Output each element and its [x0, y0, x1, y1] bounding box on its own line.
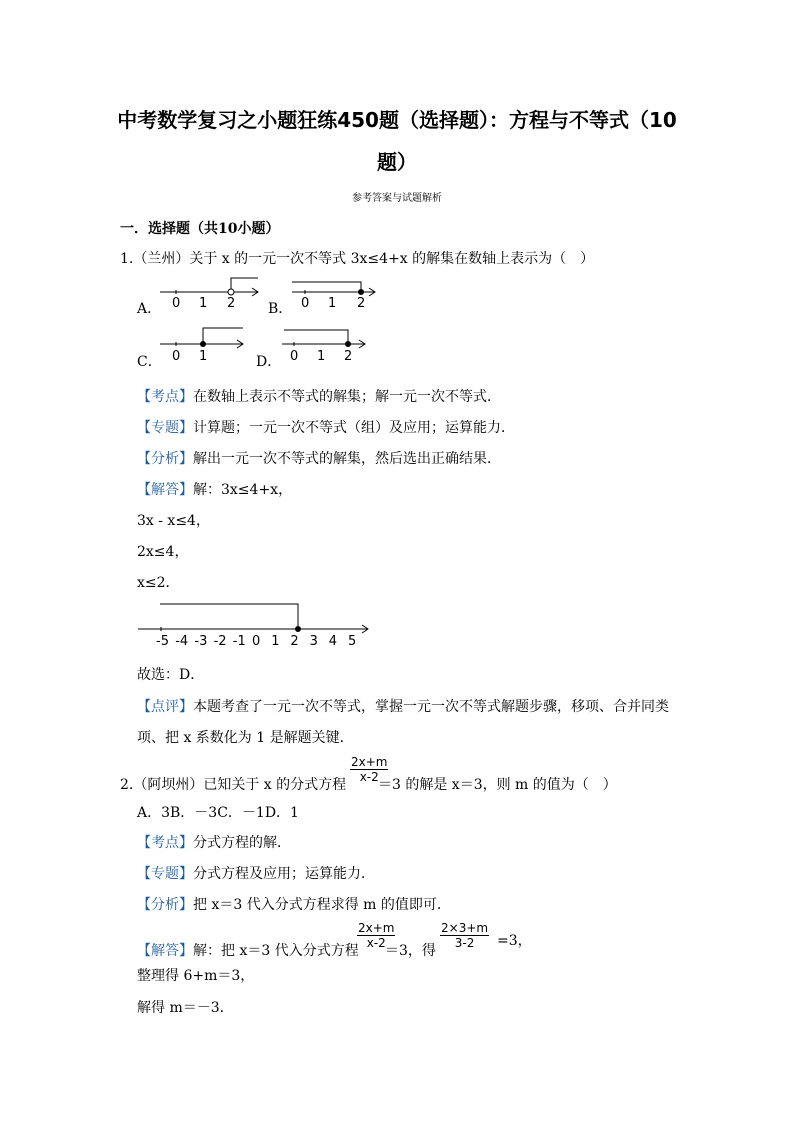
- q2-jieda-mid: ＝3，得: [385, 943, 436, 959]
- question-2-stem-pre: 2.（阿坝州）已知关于 x 的分式方程: [120, 777, 347, 793]
- axis-tick-label: -2: [213, 634, 227, 649]
- page-title-cont: 题）: [377, 150, 417, 174]
- axis-tick-label: 2: [290, 634, 299, 649]
- solution-number-line: [136, 598, 376, 650]
- q1-step-1: 3x - x≤4，: [137, 513, 210, 529]
- axis-tick-label: -5: [156, 634, 169, 649]
- number-line-b: [282, 272, 382, 312]
- axis-tick-label: 1: [271, 634, 280, 649]
- tick-label: 0: [172, 296, 181, 311]
- tick-label: 2: [357, 296, 366, 311]
- q2-jieda-post: =3，: [497, 933, 532, 949]
- q1-answer: 故选：D．: [137, 667, 205, 683]
- fraction-2x-m-over-x-2-solution: $\frac{2x+m}{x-2}$: [358, 921, 395, 950]
- number-line-d: [272, 322, 372, 364]
- axis-tick-label: 3: [309, 634, 318, 649]
- fraction-substituted: $\frac{2\times 3+m}{3-2}$: [441, 921, 489, 950]
- q2-fenxi: 【分析】把 x＝3 代入分式方程求得 m 的值即可．: [137, 897, 451, 913]
- axis-tick-label: 0: [252, 634, 261, 649]
- tick-label: 1: [199, 349, 208, 364]
- axis-tick-label: -4: [175, 634, 189, 649]
- question-1-stem: 1.（兰州）关于 x 的一元一次不等式 3x≤4+x 的解集在数轴上表示为（ ）: [120, 251, 595, 267]
- section-heading: 一．选择题（共10小题）: [120, 221, 280, 237]
- q2-jieda: 【解答】解：把 x＝3 代入分式方程: [137, 943, 359, 959]
- fraction-2x-m-over-x-2: $\frac{2x+m}{x-2}$: [351, 755, 388, 784]
- axis-tick-label: 5: [348, 634, 357, 649]
- question-2-stem-post: ＝3 的解是 x＝3，则 m 的值为（ ）: [378, 777, 617, 793]
- number-line-c: [150, 322, 250, 364]
- q1-kaodian: 【考点】在数轴上表示不等式的解集；解一元一次不等式．: [137, 389, 501, 405]
- option-a-label: A．: [137, 301, 162, 317]
- tick-label: 1: [317, 349, 326, 364]
- axis-tick-label: -3: [194, 634, 208, 649]
- q1-dianping-cont: 项、把 x 系数化为 1 是解题关键．: [137, 730, 354, 746]
- axis-tick-label: -1: [232, 634, 246, 649]
- q2-options: A．3B．－3C．－1D．1: [137, 805, 299, 821]
- q1-zhuanti: 【专题】计算题；一元一次不等式（组）及应用；运算能力．: [137, 420, 515, 436]
- tick-label: 1: [328, 296, 337, 311]
- q2-step-1: 整理得 6+m＝3，: [137, 968, 255, 984]
- q1-jieda: 【解答】解：3x≤4+x，: [137, 482, 293, 498]
- q2-step-2: 解得 m＝－3．: [137, 1000, 234, 1016]
- q2-kaodian: 【考点】分式方程的解．: [137, 835, 291, 851]
- q1-step-3: x≤2．: [137, 575, 180, 591]
- option-b-label: B．: [268, 301, 293, 317]
- q1-fenxi: 【分析】解出一元一次不等式的解集，然后选出正确结果．: [137, 451, 501, 467]
- q1-dianping: 【点评】本题考查了一元一次不等式，掌握一元一次不等式解题步骤，移项、合并同类: [137, 699, 669, 715]
- axis-tick-label: 4: [328, 634, 338, 649]
- tick-label: 1: [199, 296, 208, 311]
- tick-label: 0: [172, 349, 181, 364]
- option-c-label: C．: [137, 354, 162, 370]
- page-title: 中考数学复习之小题狂练450题（选择题）：方程与不等式（10: [117, 108, 677, 132]
- number-line-a: [150, 272, 270, 312]
- tick-label: 0: [290, 349, 299, 364]
- q1-step-2: 2x≤4，: [137, 544, 189, 560]
- tick-label: 2: [227, 296, 236, 311]
- q2-zhuanti: 【专题】分式方程及应用；运算能力．: [137, 866, 375, 882]
- subtitle: 参考答案与试题解析: [352, 193, 442, 204]
- option-d-label: D．: [256, 354, 282, 370]
- tick-label: 0: [301, 296, 310, 311]
- tick-label: 2: [344, 349, 353, 364]
